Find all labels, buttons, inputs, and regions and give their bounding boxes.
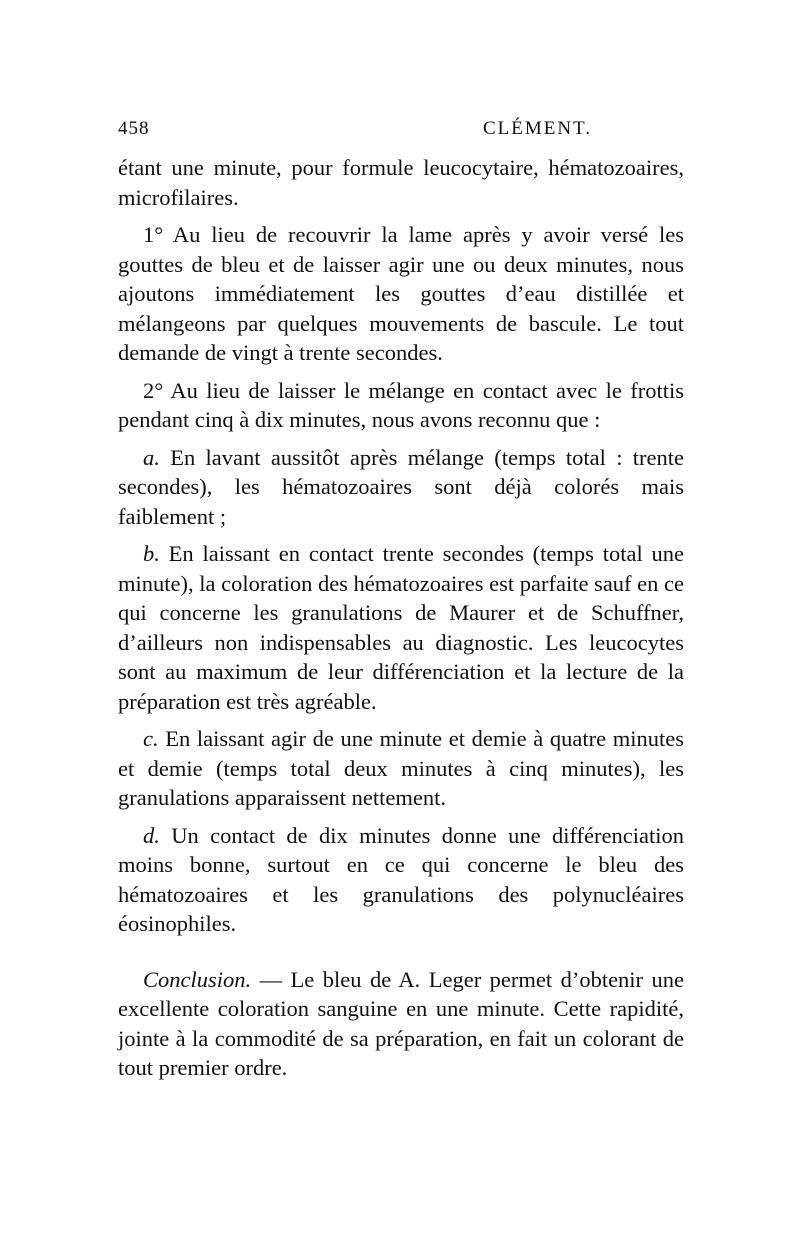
paragraph-item-1 [118, 220, 684, 368]
paragraph-case-b [118, 539, 684, 716]
page-header [118, 118, 688, 146]
paragraph-text: — Le bleu de A. Leger permet d’obtenir une excellente coloration sanguine en une minute. Cette rapidité, jointe à la commodité de sa préparation, en fait un colorant de tout premier ordre. [118, 966, 684, 1080]
paragraph-case-d [118, 821, 684, 939]
paragraph-item-2 [118, 376, 684, 435]
paragraph-text: En laissant en contact trente secondes (temps total une minute), la coloration des hématozoaires est parfaite sauf en ce qui concerne les granulations de Maurer et de Schuffner, d’ailleurs non indispensables au diagnostic. Les leucocytes sont au maximum de leur différenciation et la lecture de la préparation est très agréable. [118, 541, 685, 714]
paragraph-case-a [118, 443, 684, 532]
body-text [118, 153, 684, 1091]
paragraph-label: c. [143, 726, 159, 751]
paragraph-case-c [118, 724, 684, 813]
paragraph-label: Conclusion. [143, 966, 252, 992]
paragraph-continuation [118, 153, 684, 212]
paragraph-text: 2° Au lieu de laisser le mélange en contact avec le frottis pendant cinq à dix minutes, nous avons reconnu que : [118, 377, 684, 432]
paragraph-label: b. [143, 541, 160, 566]
paragraph-label: d. [143, 822, 160, 848]
paragraph-conclusion [118, 965, 684, 1083]
paragraph-text: Un contact de dix minutes donne une différenciation moins bonne, surtout en ce qui concerne le bleu des hématozoaires et les granulations des polynucléaires éosinophiles. [118, 822, 684, 936]
paragraph-text: étant une minute, pour formule leucocytaire, hématozoaires, microfilaires. [118, 155, 684, 210]
running-head: CLÉMENT. [483, 118, 593, 139]
paragraph-text: En laissant agir de une minute et demie à quatre minutes et demie (temps total deux minutes à cinq minutes), les granulations apparaissent nettement. [118, 726, 684, 810]
page-number: 458 [118, 118, 150, 139]
paragraph-text: 1° Au lieu de recouvrir la lame après y avoir versé les gouttes de bleu et de laisser agir une ou deux minutes, nous ajoutons immédiatement les gouttes d’eau distillée et mélangeons par quelques mouvements de bascule. Le tout demande de vingt à trente secondes. [118, 222, 684, 365]
paragraph-label: a. [143, 444, 160, 470]
paragraph-text: En lavant aussitôt après mélange (temps total : trente secondes), les hématozoaires sont déjà colorés mais faiblement ; [118, 444, 684, 529]
